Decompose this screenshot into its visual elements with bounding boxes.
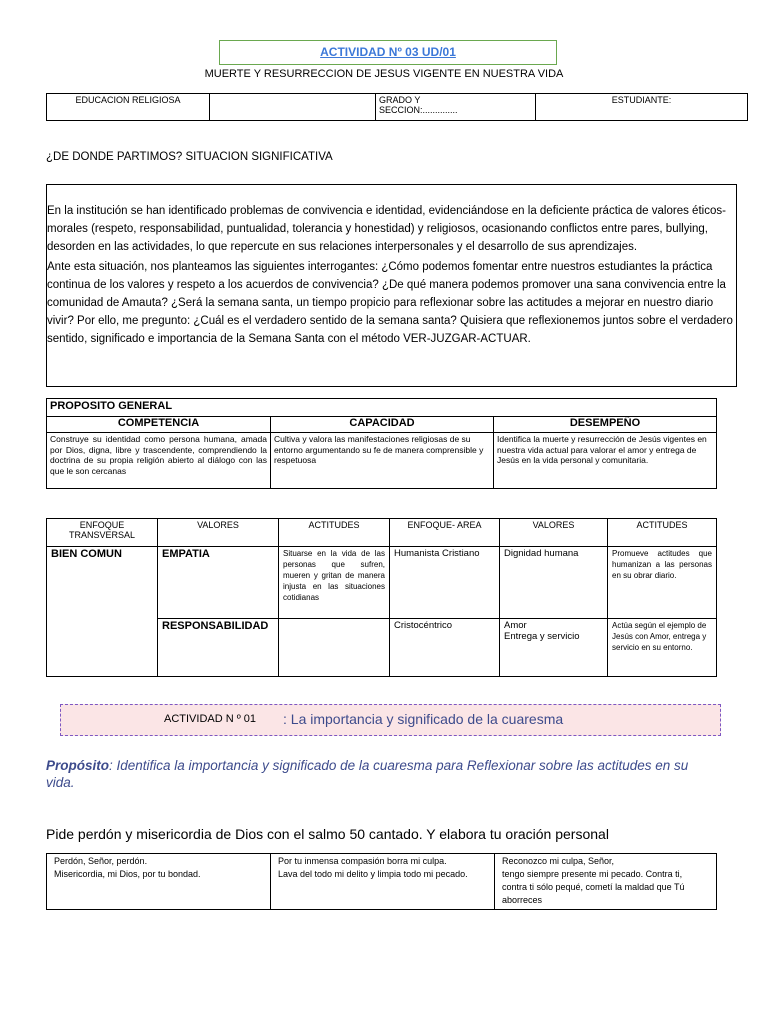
proposito-general-title: PROPOSITO GENERAL xyxy=(47,399,717,417)
header-actitudes: ACTITUDES xyxy=(279,519,390,547)
valor-responsabilidad: RESPONSABILIDAD xyxy=(158,619,279,677)
situation-heading: ¿DE DONDE PARTIMOS? SITUACION SIGNIFICATIVA xyxy=(46,151,333,163)
document-subtitle: MUERTE Y RESURRECCION DE JESUS VIGENTE EN NUESTRA VIDA xyxy=(204,68,564,80)
capacidad-text: Cultiva y valora las manifestaciones religiosas de su entorno argumentando su fe de manera comprensible y respetuosa xyxy=(271,433,494,489)
psalm-table xyxy=(46,853,717,910)
situation-paragraph-2: Ante esta situación, nos planteamos las siguientes interrogantes: ¿Cómo podemos fomentar entre nuestros estudiantes la práctica continua de los valores y respeto a los acuerdos de convivencia? ¿De qué manera podemos promover una sana convivencia entre la comunidad de Amauta? ¿Será la semana santa, un tiempo propicio para reflexionar sobre las actitudes a mejorar en nuestro diario vivir? Por ello, me pregunto: ¿Cuál es el verdadero sentido de la semana santa? Quisiera que reflexionemos juntos sobre el verdadero sentido, significado e importancia de la Semana Santa con el método VER-JUZGAR-ACTUAR. xyxy=(47,261,733,345)
header-enfoque-area: ENFOQUE- AREA xyxy=(390,519,500,547)
valor-entrega: Entrega y servicio xyxy=(504,631,580,642)
activity-title: : La importancia y significado de la cuaresma xyxy=(283,711,564,727)
actitud-humanizan: Promueve actitudes que humanizan a las personas en su obrar diario. xyxy=(608,547,717,619)
header-actitudes-area: ACTITUDES xyxy=(608,519,717,547)
header-desempeno: DESEMPEÑO xyxy=(494,417,717,433)
competencia-text: Construye su identidad como persona humana, amada por Dios, digna, libre y trascendente, comprendiendo la doctrina de su propia religión abierto al diálogo con las que le son cercanas xyxy=(47,433,271,489)
valor-amor-cell xyxy=(500,619,608,677)
header-competencia: COMPETENCIA xyxy=(47,417,271,433)
activity-banner xyxy=(60,704,721,736)
activity-code-title: ACTIVIDAD Nº 03 UD/01 xyxy=(219,40,557,65)
psalm-col-2-line-2: Lava del todo mi delito y limpia todo mi pecado. xyxy=(278,869,468,879)
actitud-ejemplo-jesus: Actúa según el ejemplo de Jesús con Amor, entrega y servicio en su entorno. xyxy=(608,619,717,677)
header-valores-area: VALORES xyxy=(500,519,608,547)
psalm-col-1-line-1: Perdón, Señor, perdón. xyxy=(54,856,148,866)
psalm-col-1-line-2: Misericordia, mi Dios, por tu bondad. xyxy=(54,869,201,879)
valor-empatia: EMPATIA xyxy=(158,547,279,619)
header-enfoque-transversal: ENFOQUE TRANSVERSAL xyxy=(47,519,158,547)
desempeno-text: Identifica la muerte y resurrección de Jesús vigentes en nuestra vida actual para valorar el amor y entrega de Jesús en la vida personal y comunitaria. xyxy=(494,433,717,489)
psalm-col-3-line-2: tengo siempre presente mi pecado. Contra ti, contra ti sólo pequé, cometí la maldad que Tú aborreces xyxy=(502,869,685,905)
seccion-label: SECCION:.............. xyxy=(379,105,458,115)
situation-box xyxy=(46,184,737,387)
actitud-empatia: Situarse en la vida de las personas que sufren, mueren y gritan de manera injusta en las situaciones cotidianas xyxy=(279,547,390,619)
proposito-label: Propósito xyxy=(46,758,109,773)
valor-amor: Amor xyxy=(504,620,527,631)
actitud-responsabilidad xyxy=(279,619,390,677)
enfoque-area-cristocentrico: Cristocéntrico xyxy=(390,619,500,677)
proposito-paragraph xyxy=(46,757,716,791)
situation-paragraph-1: En la institución se han identificado problemas de convivencia e identidad, evidenciándose en la deficiente práctica de valores éticos-morales (respeto, responsabilidad, puntualidad, tolerancia y honestidad) y religiosos, ocasionando conflictos entre pares, bullying, desorden en las actividades, lo que repercute en sus relaciones interpersonales y el desarrollo de sus aprendizajes. xyxy=(47,205,726,253)
enfoque-area-humanista: Humanista Cristiano xyxy=(390,547,500,619)
area-cell: EDUCACION RELIGIOSA xyxy=(47,94,210,121)
grado-cell[interactable] xyxy=(376,94,536,121)
header-capacidad: CAPACIDAD xyxy=(271,417,494,433)
psalm-col-2-line-1: Por tu inmensa compasión borra mi culpa. xyxy=(278,856,447,866)
proposito-table xyxy=(46,398,717,489)
header-valores: VALORES xyxy=(158,519,279,547)
psalm-col-2 xyxy=(271,854,495,910)
info-table xyxy=(46,93,748,121)
grado-label: GRADO Y xyxy=(379,95,421,105)
blank-cell[interactable] xyxy=(210,94,376,121)
valor-dignidad: Dignidad humana xyxy=(500,547,608,619)
enfoque-table xyxy=(46,518,717,677)
enfoque-bien-comun: BIEN COMUN xyxy=(47,547,158,677)
estudiante-cell[interactable]: ESTUDIANTE: xyxy=(536,94,748,121)
psalm-instruction: Pide perdón y misericordia de Dios con el salmo 50 cantado. Y elabora tu oración personal xyxy=(46,826,609,842)
activity-number: ACTIVIDAD N º 01 xyxy=(164,713,257,725)
proposito-text: : Identifica la importancia y significado de la cuaresma para Reflexionar sobre las actitudes en su vida. xyxy=(46,758,689,790)
psalm-col-1 xyxy=(47,854,271,910)
psalm-col-3 xyxy=(495,854,717,910)
psalm-col-3-line-1: Reconozco mi culpa, Señor, xyxy=(502,856,615,866)
